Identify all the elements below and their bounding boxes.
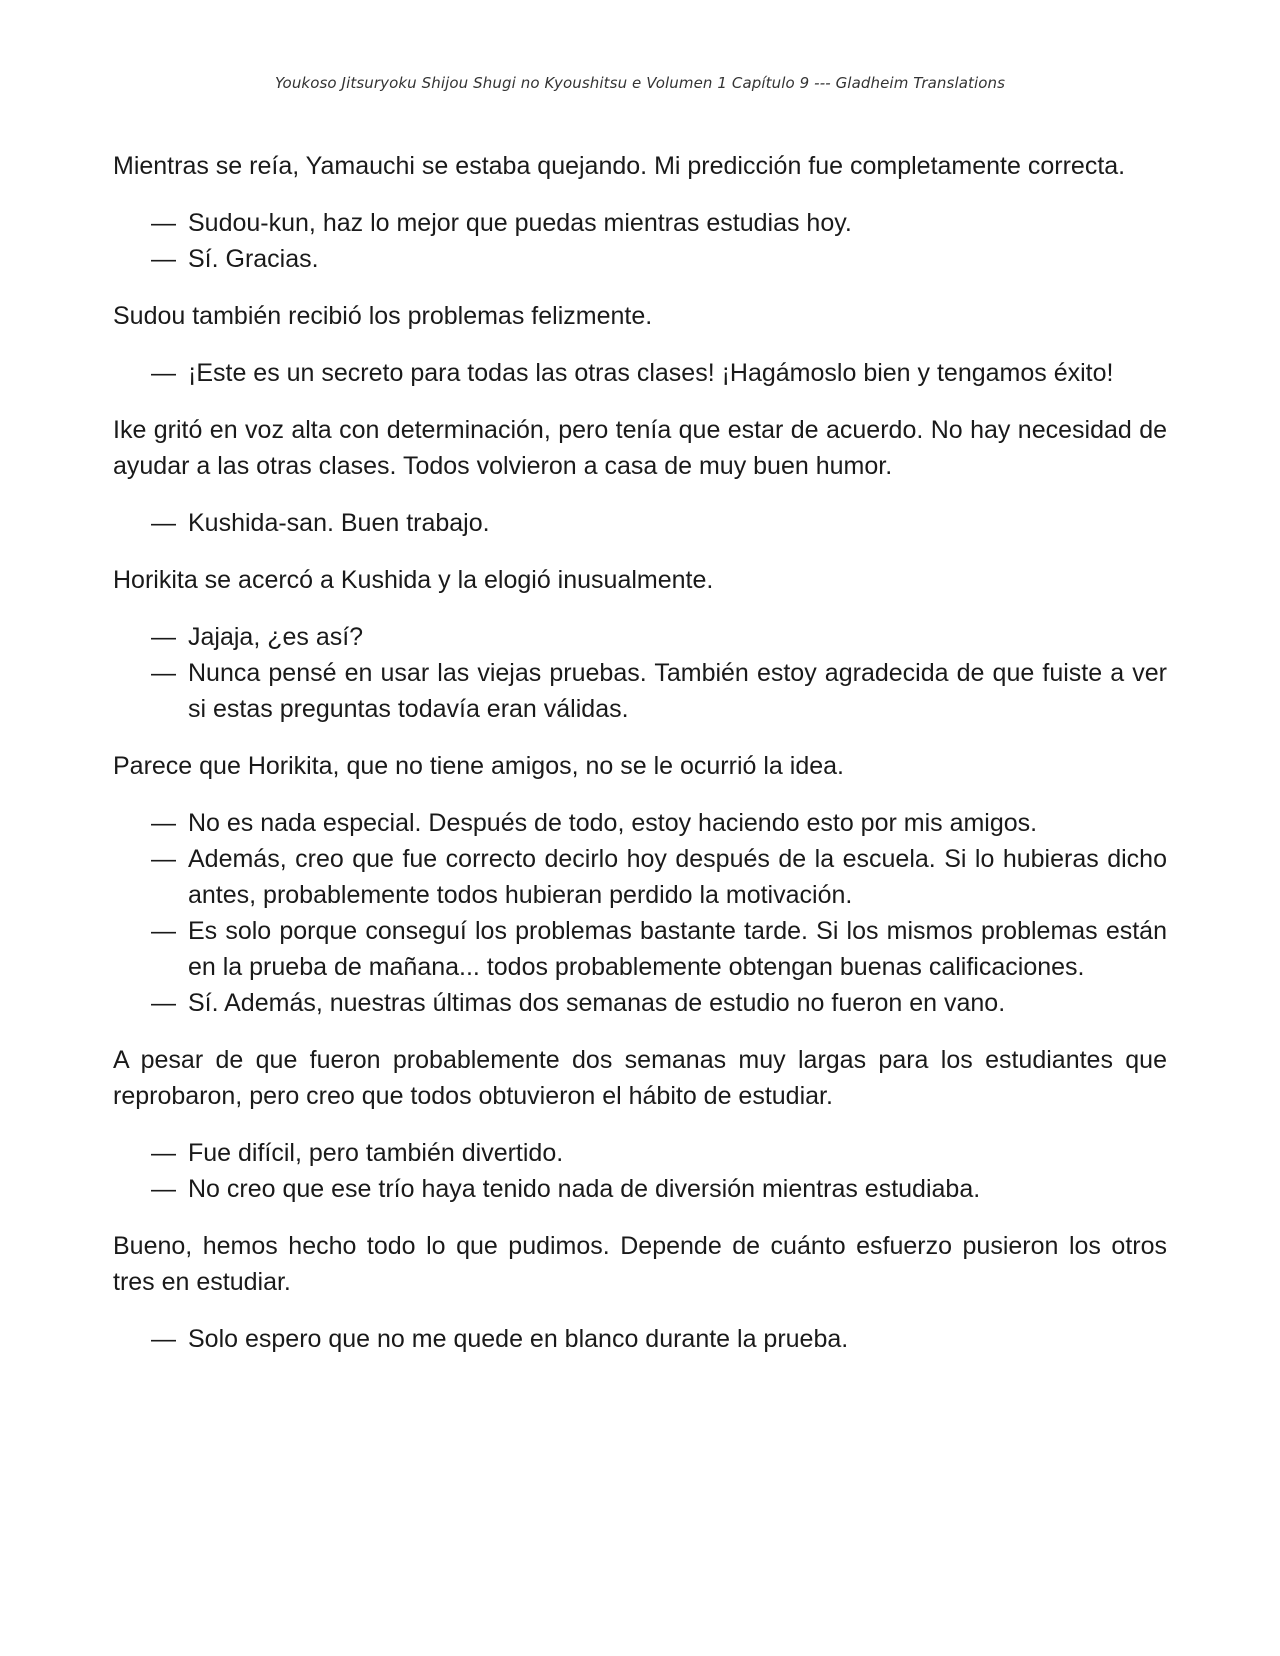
dialogue-text: No creo que ese trío haya tenido nada de diversión mientras estudiaba.: [188, 1175, 981, 1203]
dialogue-group: [113, 619, 1167, 727]
dialogue-line: [113, 355, 1167, 391]
narration-paragraph: Ike gritó en voz alta con determinación, pero tenía que estar de acuerdo. No hay necesidad de ayudar a las otras clases. Todos volvieron a casa de muy buen humor.: [113, 416, 1167, 480]
dialogue-dash: —: [151, 245, 176, 273]
dialogue-line: [113, 205, 1167, 241]
narration-paragraph: Horikita se acercó a Kushida y la elogió inusualmente.: [113, 566, 714, 594]
dialogue-line: [113, 505, 1167, 541]
dialogue-text: Nunca pensé en usar las viejas pruebas. También estoy agradecida de que fuiste a ver si estas preguntas todavía eran válidas.: [188, 659, 1167, 723]
document-body: [113, 148, 1167, 1378]
dialogue-text: Solo espero que no me quede en blanco durante la prueba.: [188, 1325, 849, 1353]
narration-paragraph: A pesar de que fueron probablemente dos semanas muy largas para los estudiantes que reprobaron, pero creo que todos obtuvieron el hábito de estudiar.: [113, 1046, 1167, 1110]
dialogue-line: [113, 619, 1167, 655]
dialogue-dash: —: [151, 989, 176, 1017]
dialogue-text: Sí. Además, nuestras últimas dos semanas de estudio no fueron en vano.: [188, 989, 1006, 1017]
dialogue-text: Además, creo que fue correcto decirlo hoy después de la escuela. Si lo hubieras dicho antes, probablemente todos hubieran perdido la motivación.: [188, 845, 1167, 909]
dialogue-group: [113, 805, 1167, 1021]
dialogue-line: [113, 1171, 1167, 1207]
dialogue-dash: —: [151, 209, 176, 237]
narration-paragraph: Sudou también recibió los problemas felizmente.: [113, 302, 653, 330]
dialogue-line: [113, 913, 1167, 985]
narration-paragraph: Mientras se reía, Yamauchi se estaba quejando. Mi predicción fue completamente correcta.: [113, 152, 1126, 180]
dialogue-dash: —: [151, 1139, 176, 1167]
dialogue-dash: —: [151, 1325, 176, 1353]
dialogue-dash: —: [151, 917, 176, 945]
dialogue-dash: —: [151, 809, 176, 837]
dialogue-text: Es solo porque conseguí los problemas bastante tarde. Si los mismos problemas están en la prueba de mañana... todos probablemente obtengan buenas calificaciones.: [188, 917, 1167, 981]
dialogue-group: [113, 505, 1167, 541]
dialogue-line: [113, 655, 1167, 727]
dialogue-line: [113, 241, 1167, 277]
narration-paragraph: Bueno, hemos hecho todo lo que pudimos. Depende de cuánto esfuerzo pusieron los otros tres en estudiar.: [113, 1232, 1167, 1296]
dialogue-dash: —: [151, 659, 176, 687]
dialogue-line: [113, 805, 1167, 841]
dialogue-text: Sudou-kun, haz lo mejor que puedas mientras estudias hoy.: [188, 209, 852, 237]
dialogue-group: [113, 1135, 1167, 1207]
dialogue-group: [113, 355, 1167, 391]
dialogue-text: ¡Este es un secreto para todas las otras clases! ¡Hagámoslo bien y tengamos éxito!: [188, 359, 1114, 387]
dialogue-group: [113, 205, 1167, 277]
dialogue-dash: —: [151, 1175, 176, 1203]
dialogue-dash: —: [151, 623, 176, 651]
dialogue-dash: —: [151, 845, 176, 873]
dialogue-text: Fue difícil, pero también divertido.: [188, 1139, 564, 1167]
dialogue-line: [113, 985, 1167, 1021]
dialogue-line: [113, 1135, 1167, 1171]
dialogue-group: [113, 1321, 1167, 1357]
dialogue-text: No es nada especial. Después de todo, estoy haciendo esto por mis amigos.: [188, 809, 1038, 837]
dialogue-line: [113, 841, 1167, 913]
dialogue-dash: —: [151, 359, 176, 387]
dialogue-dash: —: [151, 509, 176, 537]
dialogue-text: Sí. Gracias.: [188, 245, 319, 273]
dialogue-text: Jajaja, ¿es así?: [188, 623, 364, 651]
page-header: Youkoso Jitsuryoku Shijou Shugi no Kyoushitsu e Volumen 1 Capítulo 9 --- Gladheim Translations: [274, 74, 1006, 92]
dialogue-text: Kushida-san. Buen trabajo.: [188, 509, 490, 537]
dialogue-line: [113, 1321, 1167, 1357]
narration-paragraph: Parece que Horikita, que no tiene amigos, no se le ocurrió la idea.: [113, 752, 844, 780]
